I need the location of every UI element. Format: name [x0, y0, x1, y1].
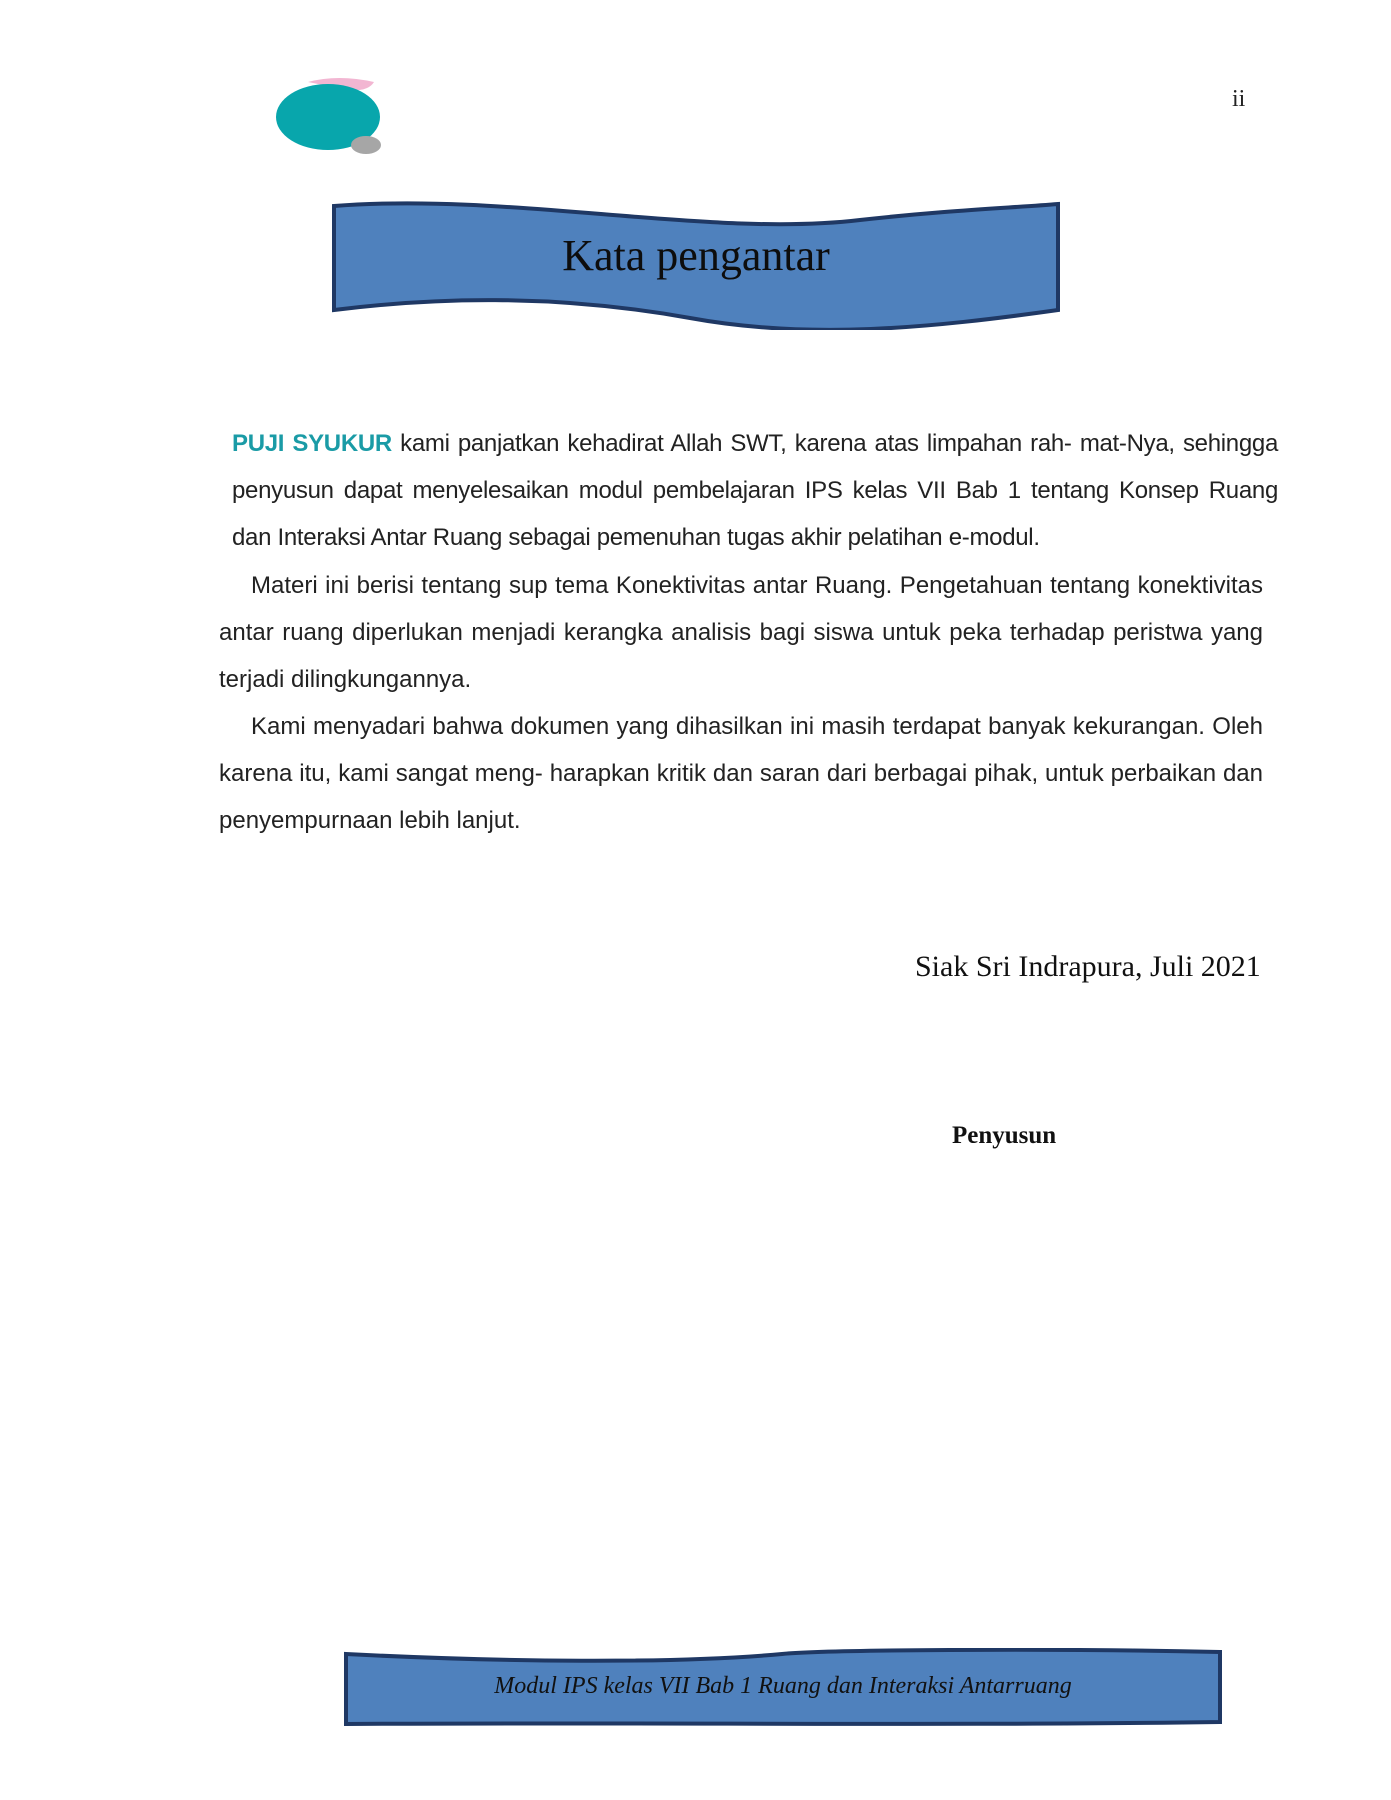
footer-text: Modul IPS kelas VII Bab 1 Ruang dan Interaksi Antarruang	[494, 1673, 1072, 1699]
page-number: ii	[1232, 86, 1246, 112]
page-title: Kata pengantar	[562, 231, 830, 280]
closing-paragraph: Kami menyadari bahwa dokumen yang dihasilkan ini masih terdapat banyak kekurangan. Oleh karena itu, kami sangat meng- harapkan kritik dan saran dari berbagai pihak, untuk perbaikan dan penyempurnaan lebih lanjut.	[219, 713, 1263, 834]
place-date: Siak Sri Indrapura, Juli 2021	[915, 950, 1261, 983]
decorative-logo-icon	[268, 78, 388, 158]
intro-paragraph	[232, 420, 1278, 561]
intro-highlight: PUJI SYUKUR	[232, 430, 392, 457]
intro-text: kami panjatkan kehadirat Allah SWT, karena atas limpahan rah- mat-Nya, sehingga penyusun dapat menyelesaikan modul pembelajaran IPS kelas VII Bab 1 tentang Konsep Ruang dan Interaksi Antar Ruang sebagai pemenuhan tugas akhir pelatihan e-modul.	[232, 430, 1278, 551]
author-signature: Penyusun	[952, 1122, 1057, 1149]
content-paragraph: Materi ini berisi tentang sup tema Konektivitas antar Ruang. Pengetahuan tentang konektivitas antar ruang diperlukan menjadi kerangka analisis bagi siswa untuk peka terhadap peristwa yang terjadi dilingkungannya.	[219, 572, 1263, 693]
